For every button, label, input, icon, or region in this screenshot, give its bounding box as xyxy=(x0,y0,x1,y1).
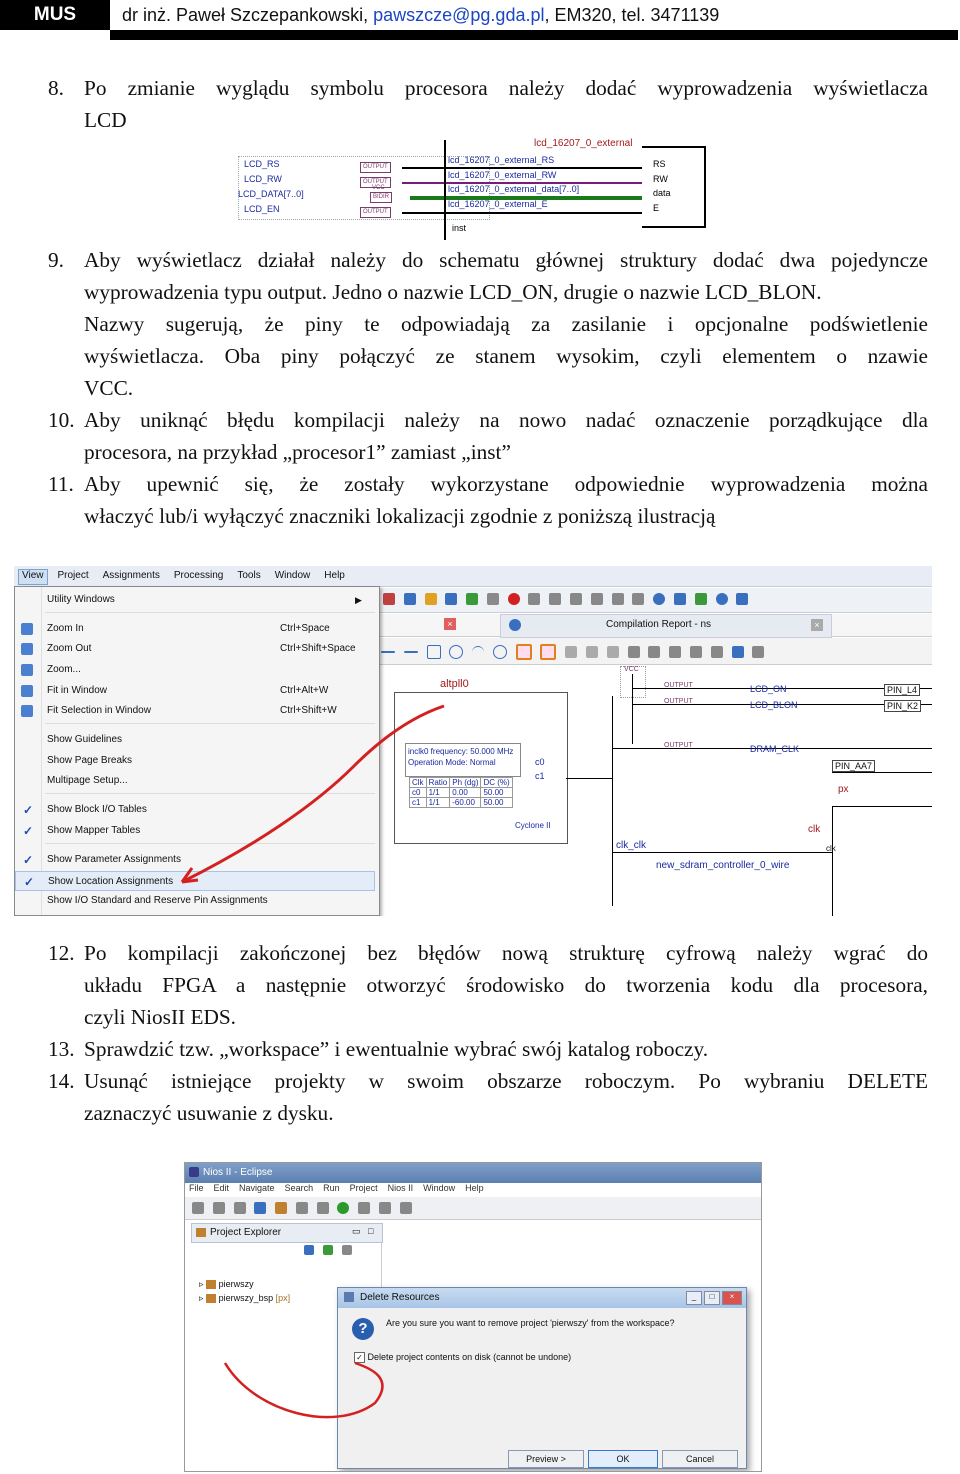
step-number: 9. xyxy=(48,248,64,272)
header-rest: , EM320, tel. 3471139 xyxy=(544,5,720,25)
pll-out-c1: c1 xyxy=(535,771,545,781)
wire-e xyxy=(402,212,642,214)
menu-item-label: Fit in Window xyxy=(47,685,108,696)
close-report-icon[interactable]: × xyxy=(811,619,823,631)
menu-shortcut: Ctrl+Shift+Space xyxy=(280,643,356,654)
symbol-title: lcd_16207_0_external xyxy=(534,138,633,149)
px-label: px xyxy=(838,784,849,795)
pll-cell: c1 xyxy=(410,798,427,808)
arrow-path xyxy=(182,706,444,882)
menu-search[interactable]: Search xyxy=(284,1183,314,1193)
step-text: Usunąć istniejące projekty w swoim obszarze roboczym. Po wybraniu DELETE xyxy=(84,1069,928,1093)
menu-item-label: Multipage Setup... xyxy=(47,775,128,786)
pin-output: OUTPUT xyxy=(360,177,391,188)
menu-item-label: Show Block I/O Tables xyxy=(47,804,147,815)
step-number: 10. xyxy=(48,408,75,432)
menu-project[interactable]: Project xyxy=(349,1183,378,1193)
quartus-screenshot xyxy=(14,566,932,916)
pll-cell: 1/1 xyxy=(426,798,450,808)
step-text: układu FPGA a następnie otworzyć środowisko do tworzenia kodu dla procesora, xyxy=(84,973,928,997)
cancel-button[interactable]: Cancel xyxy=(662,1450,738,1468)
wire-label: lcd_16207_0_external_E xyxy=(448,199,548,209)
menu-tools[interactable]: Tools xyxy=(237,570,261,581)
menu-processing[interactable]: Processing xyxy=(173,570,224,581)
menu-navigate[interactable]: Navigate xyxy=(239,1183,275,1193)
pin-label: LCD_RS xyxy=(244,159,280,169)
menu-help[interactable]: Help xyxy=(324,570,345,581)
dialog-maximize-icon[interactable]: □ xyxy=(704,1291,720,1305)
lcd-schematic xyxy=(232,136,718,240)
check-icon: ✓ xyxy=(23,853,34,867)
project-name: pierwszy_bsp xyxy=(218,1293,274,1303)
step-text: VCC. xyxy=(84,376,134,400)
project-explorer-title: Project Explorer xyxy=(210,1227,282,1238)
pll-frequency: inclk0 frequency: 50.000 MHz xyxy=(408,747,514,756)
red-arrow-annotation xyxy=(14,566,932,916)
header-author-line xyxy=(122,2,719,28)
menu-item-label: Show Parameter Assignments xyxy=(47,854,181,865)
menu-item-label: Show Guidelines xyxy=(47,734,123,745)
step-text: wyprowadzenia typu output. Jedno o nazwie LCD_ON, drugie o nazwie LCD_BLON. xyxy=(84,280,822,304)
check-icon: ✓ xyxy=(24,875,35,889)
menu-project[interactable]: Project xyxy=(57,570,89,581)
step-text: Po kompilacji zakończonej bez błędów nową strukturę cyfrową należy wgrać do xyxy=(84,941,928,965)
preview-button[interactable]: Preview > xyxy=(508,1450,584,1468)
step-text: zaznaczyć usuwanie z dysku. xyxy=(84,1101,334,1125)
pin-dram-clk: DRAM_CLK xyxy=(750,744,800,754)
maximize-icon[interactable]: □ xyxy=(368,1226,374,1236)
out-type: OUTPUT xyxy=(664,682,693,689)
pll-cell: -60.00 xyxy=(450,798,481,808)
menu-shortcut: Ctrl+Shift+W xyxy=(280,705,337,716)
step-number: 8. xyxy=(48,76,64,100)
symbol-edge xyxy=(444,140,446,240)
menu-item-label: Zoom In xyxy=(47,623,84,634)
steps-9-11 xyxy=(48,244,928,532)
clk-clk-label: clk_clk xyxy=(616,840,647,851)
menu-edit[interactable]: Edit xyxy=(213,1183,230,1193)
question-icon: ? xyxy=(352,1318,374,1340)
project-name: pierwszy xyxy=(218,1279,254,1289)
expand-arrow-icon[interactable]: ▹ xyxy=(199,1279,204,1289)
menu-shortcut: Ctrl+Space xyxy=(280,623,330,634)
close-tab-icon[interactable]: × xyxy=(444,618,456,630)
pll-cell: 50.00 xyxy=(481,798,512,808)
pll-name: altpll0 xyxy=(440,678,469,690)
menu-view[interactable]: View xyxy=(22,570,44,581)
submenu-arrow-icon: ▶ xyxy=(355,595,362,605)
pll-col: Ph (dg) xyxy=(450,778,481,788)
port-label: RS xyxy=(653,159,666,169)
dialog-minimize-icon[interactable]: _ xyxy=(686,1291,702,1305)
pll-cell: 1/1 xyxy=(426,788,450,798)
menu-item-label: Zoom Out xyxy=(47,643,92,654)
menu-shortcut: Ctrl+Alt+W xyxy=(280,685,329,696)
pin-label: LCD_DATA[7..0] xyxy=(238,189,304,199)
clk-label-red: clk xyxy=(808,824,821,835)
step-text: Nazwy sugerują, że piny te odpowiadają za zasilanie i opcjonalne podświetlenie xyxy=(84,312,928,336)
loc-pin-l4: PIN_L4 xyxy=(884,684,920,696)
dialog-question: Are you sure you want to remove project 'pierwszy' from the workspace? xyxy=(386,1318,675,1328)
menu-window[interactable]: Window xyxy=(423,1183,456,1193)
expand-arrow-icon[interactable]: ▹ xyxy=(199,1293,204,1303)
header-rule xyxy=(110,30,958,40)
step-number: 14. xyxy=(48,1069,75,1093)
menu-item-label: Show Location Assignments xyxy=(48,876,174,887)
out-type: OUTPUT xyxy=(664,698,693,705)
step-12 xyxy=(48,937,928,1033)
pin-label: LCD_RW xyxy=(244,174,282,184)
pll-cell: 50.00 xyxy=(481,788,512,798)
step-text: Aby wyświetlacz działał należy do schematu głównej struktury dodać dwa pojedyncze xyxy=(84,248,928,272)
menu-item-label: Show Mapper Tables xyxy=(47,825,141,836)
pll-family: Cyclone II xyxy=(515,821,551,830)
loc-pin-aa7: PIN_AA7 xyxy=(832,760,875,772)
wire-rs xyxy=(402,167,642,169)
checkbox-icon[interactable]: ✓ xyxy=(354,1352,365,1363)
pll-out-c0: c0 xyxy=(535,757,545,767)
pll-col: Ratio xyxy=(426,778,450,788)
step-number: 12. xyxy=(48,941,75,965)
check-icon: ✓ xyxy=(23,824,34,838)
pin-output: OUTPUT xyxy=(360,162,391,173)
menu-item-label: Show Page Breaks xyxy=(47,755,133,766)
step-number: 13. xyxy=(48,1037,75,1061)
inst-label: inst xyxy=(452,223,467,233)
clk-port-label: clk xyxy=(826,844,836,853)
step-text: Aby uniknąć błędu kompilacji należy na nowo nadać oznaczenie porządkujące dla xyxy=(84,408,928,432)
pll-cell: c0 xyxy=(410,788,427,798)
step-10 xyxy=(48,404,928,468)
project-suffix: [px] xyxy=(273,1293,291,1303)
vcc-label: VCC xyxy=(372,185,385,191)
pin-lcd-blon: LCD_BLON xyxy=(750,700,798,710)
step-9 xyxy=(48,244,928,404)
pin-bidir: BIDIR xyxy=(370,192,392,203)
dialog-title: Delete Resources xyxy=(360,1292,440,1303)
vcc-label: VCC xyxy=(624,666,639,673)
menu-item-label: Utility Windows xyxy=(47,594,115,605)
report-tab-label: Compilation Report - ns xyxy=(606,619,712,630)
eclipse-title: Nios II - Eclipse xyxy=(203,1167,273,1178)
step-11 xyxy=(48,468,928,532)
step-14 xyxy=(48,1065,928,1129)
steps-12-14 xyxy=(48,937,928,1129)
menu-item-label: Zoom... xyxy=(47,664,81,675)
header-author: dr inż. Paweł Szczepankowski, xyxy=(122,5,374,25)
pll-mode: Operation Mode: Normal xyxy=(408,758,496,767)
header-badge: MUS xyxy=(0,0,110,30)
wire-label: lcd_16207_0_external_data[7..0] xyxy=(448,184,580,194)
step-text: właczyć lub/i wyłączyć znaczniki lokalizacji zgodnie z poniższą ilustracją xyxy=(84,504,716,528)
arrow-path xyxy=(225,1363,382,1417)
pll-col: Clk xyxy=(410,778,427,788)
menu-nios[interactable]: Nios II xyxy=(387,1183,414,1193)
port-label: data xyxy=(653,188,671,198)
menu-run[interactable]: Run xyxy=(323,1183,340,1193)
loc-pin-k2: PIN_K2 xyxy=(884,700,921,712)
pin-label: LCD_EN xyxy=(244,204,280,214)
sdram-wire-label: new_sdram_controller_0_wire xyxy=(656,860,790,871)
menu-assignments[interactable]: Assignments xyxy=(102,570,160,581)
pll-cell: 0.00 xyxy=(450,788,481,798)
step-text: procesora, na przykład „procesor1” zamiast „inst” xyxy=(84,440,511,464)
wire-label: lcd_16207_0_external_RW xyxy=(448,170,557,180)
minimize-icon[interactable]: ▭ xyxy=(352,1226,361,1236)
header-email[interactable]: pawszcze@pg.gda.pl xyxy=(373,5,545,25)
step-text: Sprawdzić tzw. „workspace” i ewentualnie wybrać swój katalog roboczy. xyxy=(84,1037,709,1061)
step-text: LCD xyxy=(84,108,127,132)
menu-file[interactable]: File xyxy=(189,1183,204,1193)
processor-symbol xyxy=(642,146,706,228)
ok-button[interactable]: OK xyxy=(588,1450,658,1468)
port-label: RW xyxy=(653,174,668,184)
step-8 xyxy=(48,72,928,136)
step-13 xyxy=(48,1033,928,1065)
step-text: czyli NiosII EDS. xyxy=(84,1005,237,1029)
step-text: Aby upewnić się, że zostały wykorzystane odpowiednie wyprowadzenia można xyxy=(84,472,928,496)
port-label: E xyxy=(653,203,660,213)
pll-col: DC (%) xyxy=(481,778,512,788)
checkbox-label: Delete project contents on disk (cannot be undone) xyxy=(367,1352,572,1362)
out-type: OUTPUT xyxy=(664,742,693,749)
pin-lcd-on: LCD_ON xyxy=(750,684,787,694)
menu-window[interactable]: Window xyxy=(274,570,311,581)
menu-item-label: Show I/O Standard and Reserve Pin Assignments xyxy=(47,895,268,906)
check-icon: ✓ xyxy=(23,803,34,817)
wire-label: lcd_16207_0_external_RS xyxy=(448,155,555,165)
pin-output: OUTPUT xyxy=(360,207,391,218)
menu-item-label: Fit Selection in Window xyxy=(47,705,151,716)
step-number: 11. xyxy=(48,472,74,496)
dialog-close-icon[interactable]: × xyxy=(722,1291,742,1305)
step-text: Po zmianie wyglądu symbolu procesora należy dodać wyprowadzenia wyświetlacza xyxy=(84,76,928,100)
eclipse-screenshot xyxy=(184,1162,762,1472)
red-arrow-annotation xyxy=(185,1163,761,1471)
menu-help[interactable]: Help xyxy=(465,1183,484,1193)
step-text: wyświetlacza. Oba piny połączyć ze stanem wysokim, czyli elementem o nzawie xyxy=(84,344,928,368)
